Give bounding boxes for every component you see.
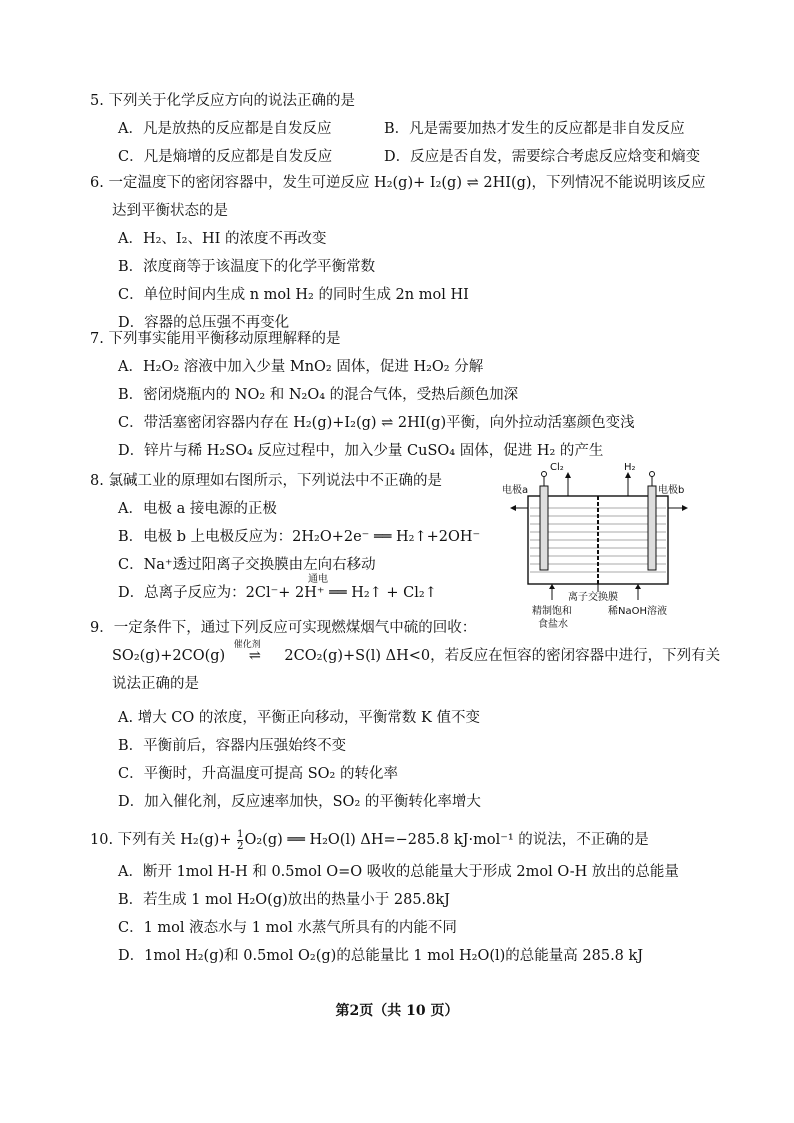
q6-option-c[interactable]: C．单位时间内生成 n mol H₂ 的同时生成 2n mol HI [118,287,469,303]
q5-option-d[interactable]: D．反应是否自发，需要综合考虑反应焓变和熵变 [384,149,701,165]
q9-option-c[interactable]: C．平衡时，升高温度可提高 SO₂ 的转化率 [118,766,398,782]
question-10 [90,826,740,970]
terminal-b [650,472,655,477]
q7-option-c[interactable]: C．带活塞密闭容器内存在 H₂(g)+I₂(g) ⇌ 2HI(g)平衡，向外拉动活塞颜色变浅 [118,415,635,431]
left-inlet-arrow [549,584,555,589]
q10-fraction [237,829,243,852]
q5-options-cd [90,143,740,171]
right-inlet-label: 稀NaOH溶液 [608,606,667,617]
terminal-a [542,472,547,477]
q7-option-b[interactable]: B．密闭烧瓶内的 NO₂ 和 N₂O₄ 的混合气体，受热后颜色加深 [118,387,519,403]
q6-stem-cont: 达到平衡状态的是 [112,203,228,219]
q6-stem: 6. 一定温度下的密闭容器中，发生可逆反应 H₂(g)+ I₂(g) ⇌ 2HI(g)，下列情况不能说明该反应 [90,175,706,191]
question-9 [90,614,740,816]
cl2-label: Cl₂ [550,462,564,473]
membrane-label: 离子交换膜 [568,592,618,603]
h2-label: H₂ [624,462,636,473]
q5-option-c[interactable]: C．凡是熵增的反应都是自发反应 [118,149,333,165]
q9-option-d[interactable]: D．加入催化剂，反应速率加快，SO₂ 的平衡转化率增大 [118,794,481,810]
q5-option-a[interactable]: A．凡是放热的反应都是自发反应 [118,121,332,137]
q5-options-ab [90,115,740,143]
q8-option-a[interactable]: A．电极 a 接电源的正极 [118,501,277,517]
electrode-b [648,486,656,570]
q9-option-a[interactable]: A. 增大 CO 的浓度，平衡正向移动，平衡常数 K 值不变 [118,710,480,726]
q6-option-d[interactable]: D．容器的总压强不再变化 [118,315,290,331]
q7-option-a[interactable]: A．H₂O₂ 溶液中加入少量 MnO₂ 固体，促进 H₂O₂ 分解 [118,359,484,375]
left-outlet-arrow [510,505,516,511]
page-footer: 第2页（共 10 页） [335,1003,459,1019]
q9-stem: 9．一定条件下，通过下列反应可实现燃煤烟气中硫的回收： [90,620,477,636]
question-5 [90,87,740,171]
q10-frac-num: 1 [237,828,244,840]
q9-eq-arrow: 催化剂 ⇌ [230,642,280,670]
q6-option-a[interactable]: A．H₂、I₂、HI 的浓度不再改变 [118,231,327,247]
q8-option-b[interactable]: B．电极 b 上电极反应为：2H₂O+2e⁻ ══ H₂↑+2OH⁻ [118,529,481,545]
q10-option-b[interactable]: B．若生成 1 mol H₂O(g)放出的热量小于 285.8kJ [118,892,450,908]
q6-option-b[interactable]: B．浓度商等于该温度下的化学平衡常数 [118,259,376,275]
q8-option-d[interactable] [90,574,510,607]
question-7 [90,325,740,465]
left-inlet-label: 精制饱和 [532,606,572,617]
q10-option-a[interactable]: A．断开 1mol H-H 和 0.5mol O=O 吸收的总能量大于形成 2mol O-H 放出的总能量 [118,864,679,880]
q5-option-b[interactable]: B．凡是需要加热才发生的反应都是非自发反应 [384,121,685,137]
left-inlet-label-2: 食盐水 [538,619,568,630]
electrode-a-label: 电极a [502,485,529,496]
chlor-alkali-diagram [502,462,698,630]
q9-eq-left: SO₂(g)+2CO(g) [112,648,226,664]
right-outlet-arrow [682,505,688,511]
q5-stem: 5. 下列关于化学反应方向的说法正确的是 [90,93,355,109]
q9-eq-right: 2CO₂(g)+S(l) ΔH<0，若反应在恒容的密闭容器中进行，下列有关 [284,648,721,664]
right-inlet-arrow [635,584,641,589]
q9-equation [90,642,740,670]
q8-stem: 8. 氯碱工业的原理如右图所示，下列说法中不正确的是 [90,473,442,489]
q10-stem-b: O₂(g) ══ H₂O(l) ΔH=−285.8 kJ·mol⁻¹ 的说法，不正确的是 [244,832,649,848]
q7-option-d[interactable]: D．锌片与稀 H₂SO₄ 反应过程中，加入少量 CuSO₄ 固体，促进 H₂ 的产生 [118,443,604,459]
q9-option-b[interactable]: B．平衡前后，容器内压强始终不变 [118,738,347,754]
q10-stem [90,826,740,854]
q10-frac-den: 2 [237,840,244,852]
cl2-arrow [565,472,571,478]
question-8 [90,467,510,607]
q8-option-c[interactable]: C．Na⁺透过阳离子交换膜由左向右移动 [118,557,376,573]
q9-stem-cont: 说法正确的是 [112,676,199,692]
q10-option-d[interactable]: D．1mol H₂(g)和 0.5mol O₂(g)的总能量比 1 mol H₂O(l)的总能量高 285.8 kJ [118,948,644,964]
question-6 [90,169,740,337]
q10-option-c[interactable]: C．1 mol 液态水与 1 mol 水蒸气所具有的内能不同 [118,920,457,936]
q7-stem: 7. 下列事实能用平衡移动原理解释的是 [90,331,341,347]
q8-condition-label: 通电 [308,574,328,585]
q10-stem-a: 10. 下列有关 H₂(g)+ [90,832,237,848]
q9-catalyst-label: 催化剂 [233,640,261,650]
electrode-a [540,486,548,570]
electrode-b-label: 电极b [658,485,685,496]
q8-option-d-text: D．总离子反应为：2Cl⁻+ 2H⁺ ══ H₂↑ + Cl₂↑ [118,585,437,601]
